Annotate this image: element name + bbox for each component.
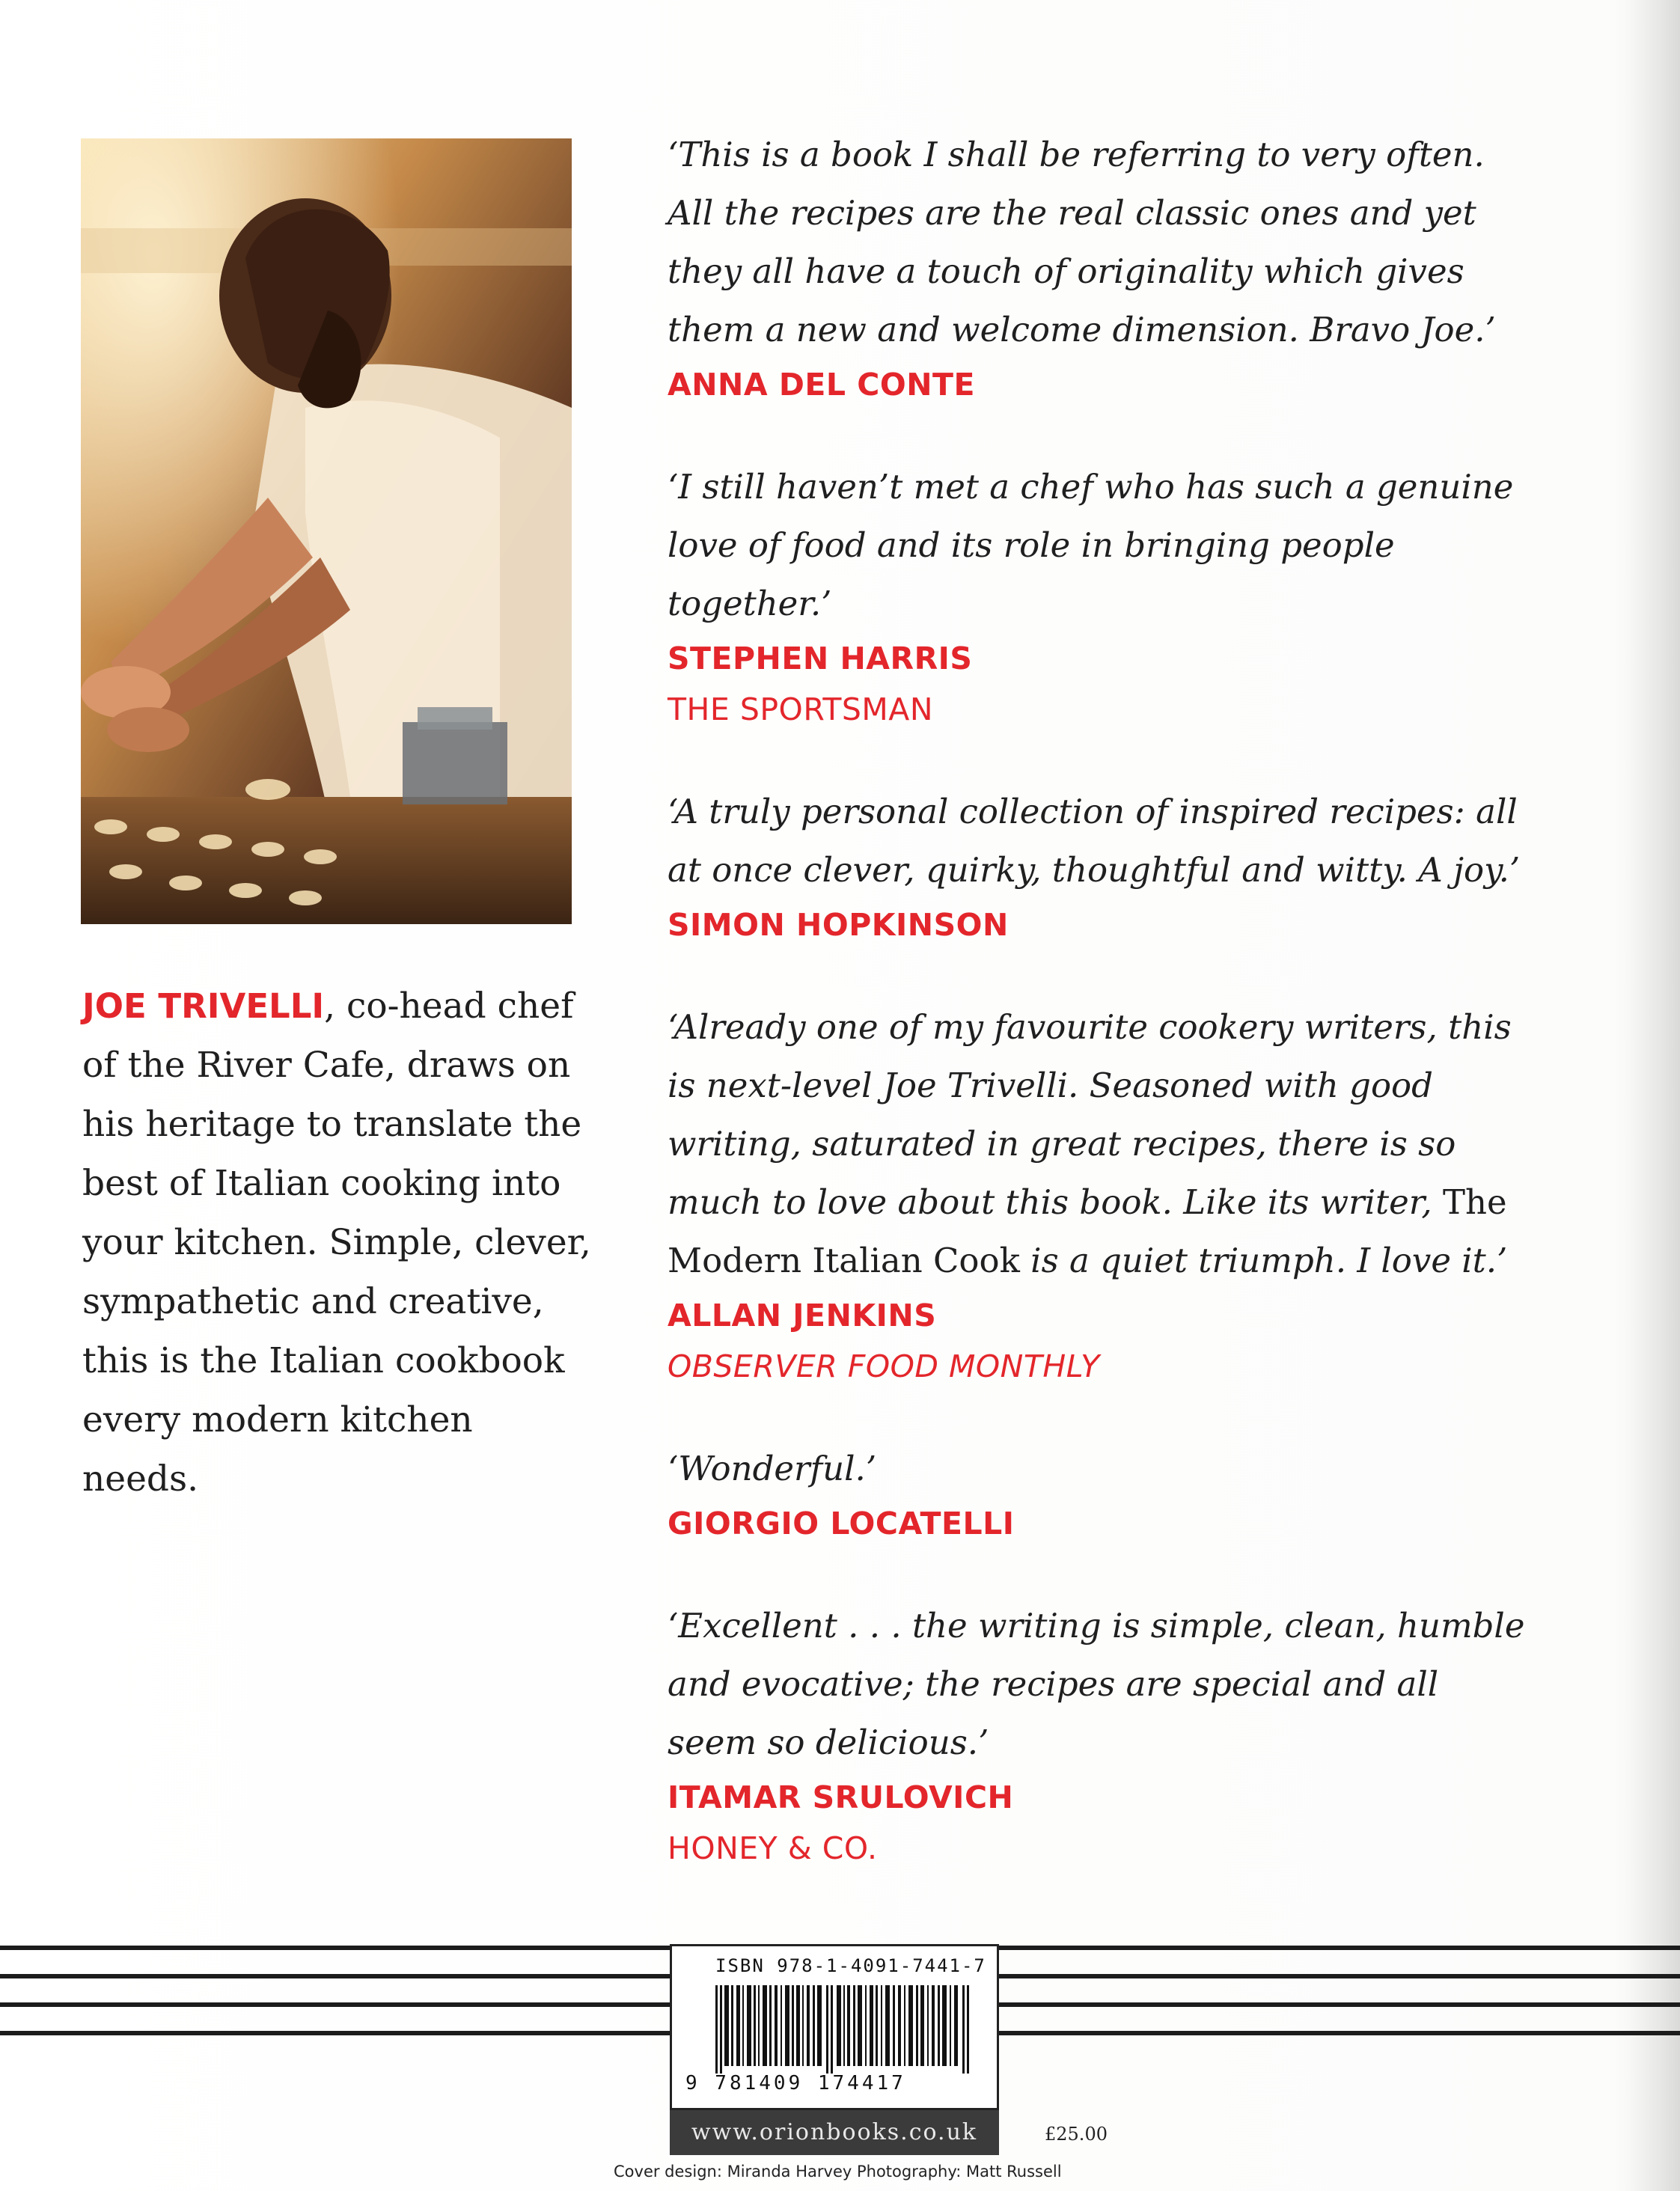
barcode-icon [715,1985,979,2074]
review-author: STEPHEN HARRIS [668,641,973,676]
review-quote: ‘This is a book I shall be referring to very often. All the recipes are the real classic ones and yet they all have a touch of originality which gives them a new and welcome dimension. Bravo Joe.’ [668,135,1496,349]
review-quotes [668,126,1536,1922]
review-block [668,458,1536,735]
review-quote: ‘I still haven’t met a chef who has such a genuine love of food and its role in bringing people together.’ [668,467,1514,623]
review-source: HONEY & CO. [668,1830,878,1866]
review-author: ALLAN JENKINS [668,1298,937,1333]
review-source: THE SPORTSMAN [668,691,933,727]
publisher-website: www.orionbooks.co.uk [670,2110,999,2155]
review-block [668,126,1536,410]
author-bio-text: , co-head chef of the River Cafe, draws on his heritage to translate the best of Italian cooking into your kitchen. Simple, clever, sympathetic and creative, this is the Italian cookbook every modern kitchen needs. [82,986,591,1500]
cover-credits: Cover design: Miranda Harvey Photography: Matt Russell [614,2163,1062,2181]
barcode-number: 9 781409 174417 [685,2072,906,2094]
review-block [668,1597,1536,1874]
review-block [668,783,1536,950]
spine-shadow [1628,0,1680,2191]
review-quote: ‘A truly personal collection of inspired recipes: all at once clever, quirky, thoughtful and witty. A joy.’ [668,792,1521,890]
review-quote-part: ‘Already one of my favourite cookery writers, this is next-level Joe Trivelli. Seasoned with good writing, saturated in great recipes, there is so much to love about this book. Like its writer, [668,1007,1512,1222]
chef-photo [81,138,572,924]
author-bio [82,977,591,1509]
author-name: JOE TRIVELLI [82,986,325,1026]
review-source: OBSERVER FOOD MONTHLY [668,1348,1100,1384]
review-author: ITAMAR SRULOVICH [668,1779,1014,1815]
isbn-label: ISBN 978-1-4091-7441-7 [715,1955,986,1976]
review-author: ANNA DEL CONTE [668,367,976,403]
review-quote: ‘Excellent . . . the writing is simple, clean, humble and evocative; the recipes are special and all seem so delicious.’ [668,1606,1525,1762]
barcode-box [670,1944,999,2110]
review-author: SIMON HOPKINSON [668,907,1009,943]
review-block [668,1440,1536,1549]
book-title: The Modern Italian Cook [668,1182,1507,1280]
review-quote-part: is a quiet triumph. I love it.’ [1019,1241,1508,1280]
review-block [668,998,1536,1392]
chef-photo-illustration [81,138,572,924]
review-quote: ‘Wonderful.’ [668,1449,877,1488]
review-author: GIORGIO LOCATELLI [668,1506,1015,1541]
review-quote [668,998,1536,1290]
price: £25.00 [1045,2124,1108,2145]
